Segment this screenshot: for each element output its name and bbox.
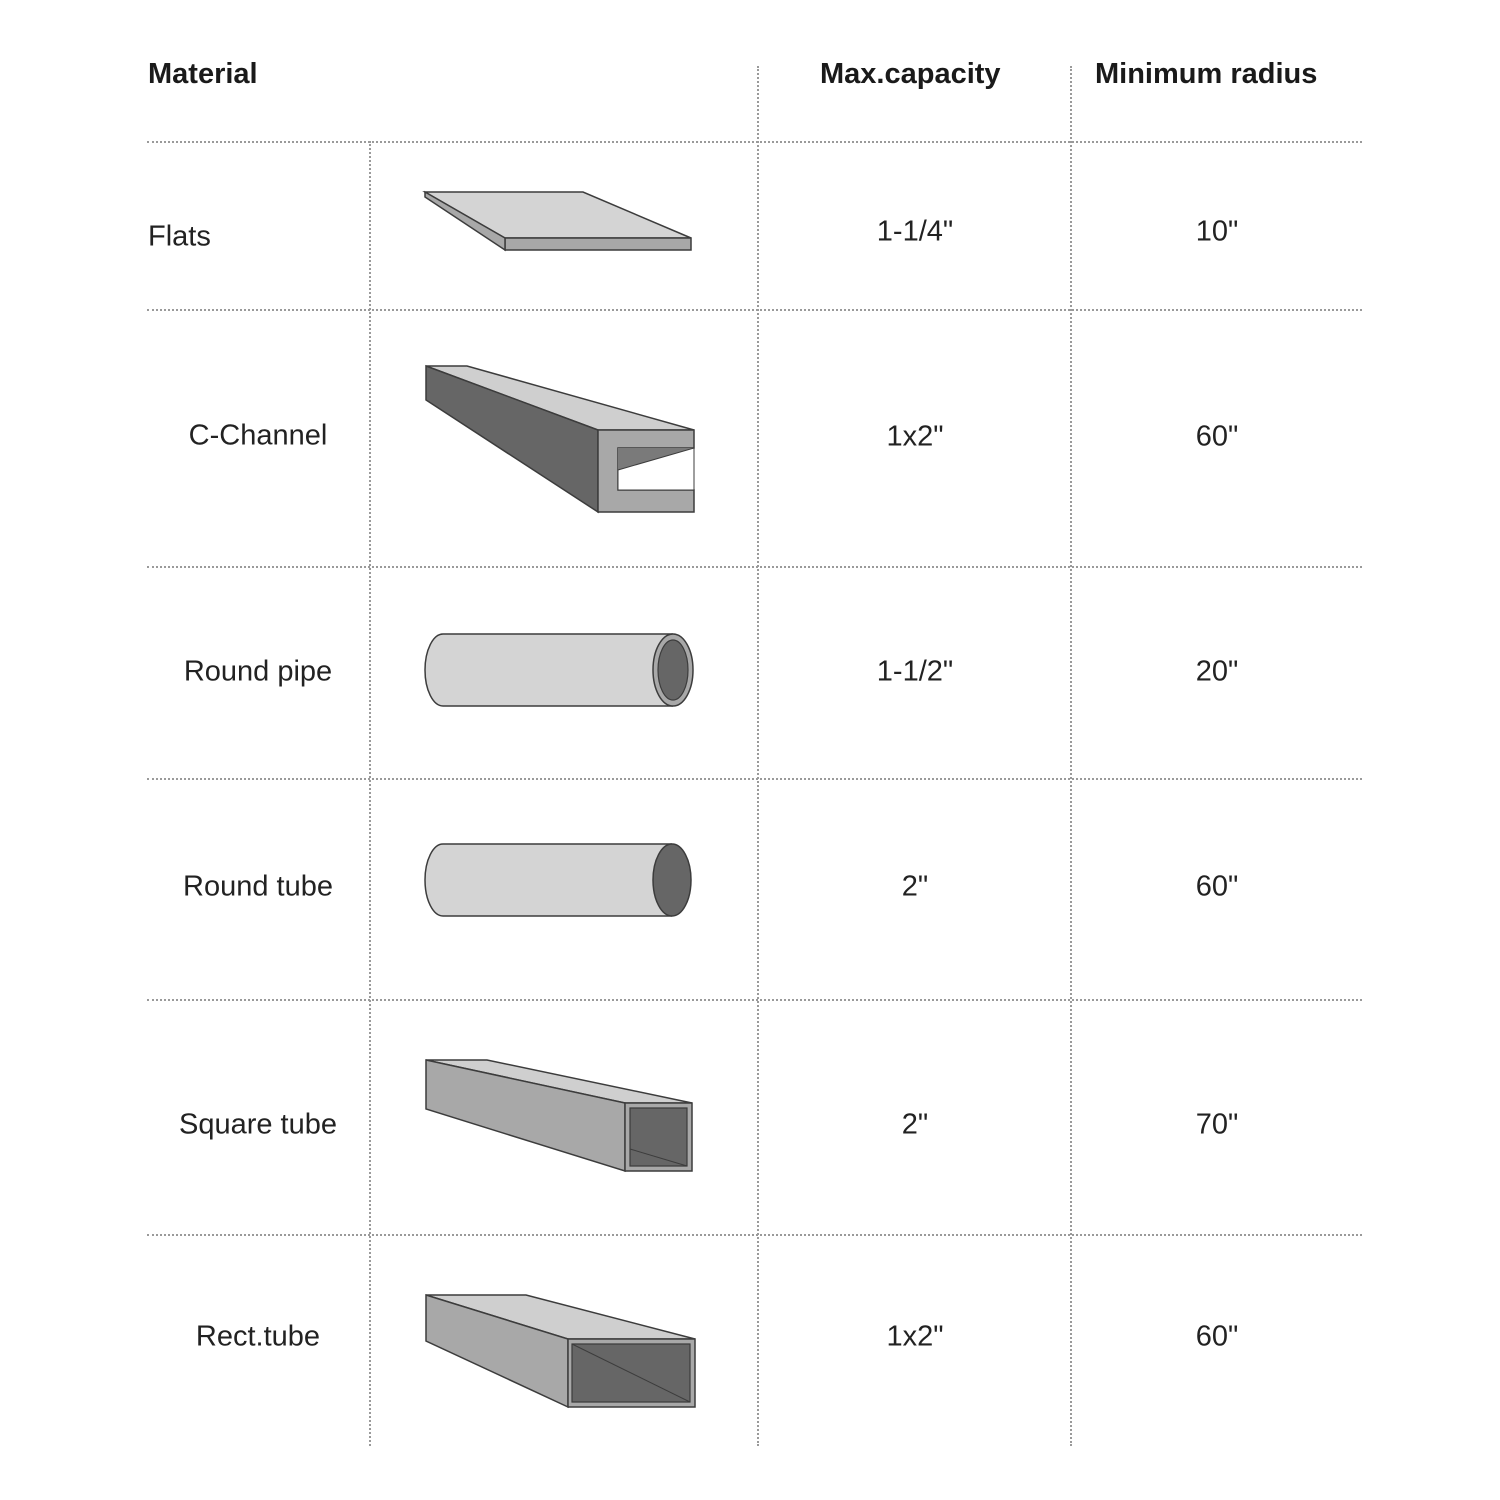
max-capacity-value: 1-1/2"	[876, 655, 954, 688]
material-name: C-Channel	[188, 419, 328, 452]
header-material: Material	[148, 58, 258, 90]
material-name: Round pipe	[183, 655, 333, 688]
square-tube-icon	[420, 1053, 705, 1178]
minimum-radius-value: 70"	[1195, 1108, 1239, 1141]
header-minimum-radius: Minimum radius	[1095, 58, 1318, 90]
row-divider	[147, 566, 1362, 568]
max-capacity-value: 2"	[901, 870, 929, 903]
c-channel-icon	[420, 360, 705, 520]
row-divider	[147, 778, 1362, 780]
minimum-radius-value: 10"	[1195, 215, 1239, 248]
max-capacity-value: 1x2"	[886, 1320, 944, 1353]
material-name: Flats	[148, 220, 211, 253]
minimum-radius-value: 60"	[1195, 1320, 1239, 1353]
row-divider	[147, 999, 1362, 1001]
column-divider	[1070, 66, 1072, 1446]
max-capacity-value: 2"	[901, 1108, 929, 1141]
round-tube-icon	[420, 838, 705, 922]
round-pipe-icon	[420, 628, 705, 712]
max-capacity-value: 1-1/4"	[876, 215, 954, 248]
minimum-radius-value: 60"	[1195, 420, 1239, 453]
max-capacity-value: 1x2"	[886, 420, 944, 453]
material-name: Square tube	[178, 1108, 337, 1141]
column-divider	[369, 141, 371, 1446]
header-max-capacity: Max.capacity	[820, 58, 1001, 90]
row-divider	[147, 141, 1362, 143]
flat-bar-icon	[420, 185, 700, 257]
minimum-radius-value: 60"	[1195, 870, 1239, 903]
material-name: Round tube	[183, 870, 333, 903]
row-divider	[147, 309, 1362, 311]
column-divider	[757, 66, 759, 1446]
row-divider	[147, 1234, 1362, 1236]
rect-tube-icon	[420, 1289, 705, 1414]
material-name: Rect.tube	[195, 1320, 321, 1353]
minimum-radius-value: 20"	[1195, 655, 1239, 688]
